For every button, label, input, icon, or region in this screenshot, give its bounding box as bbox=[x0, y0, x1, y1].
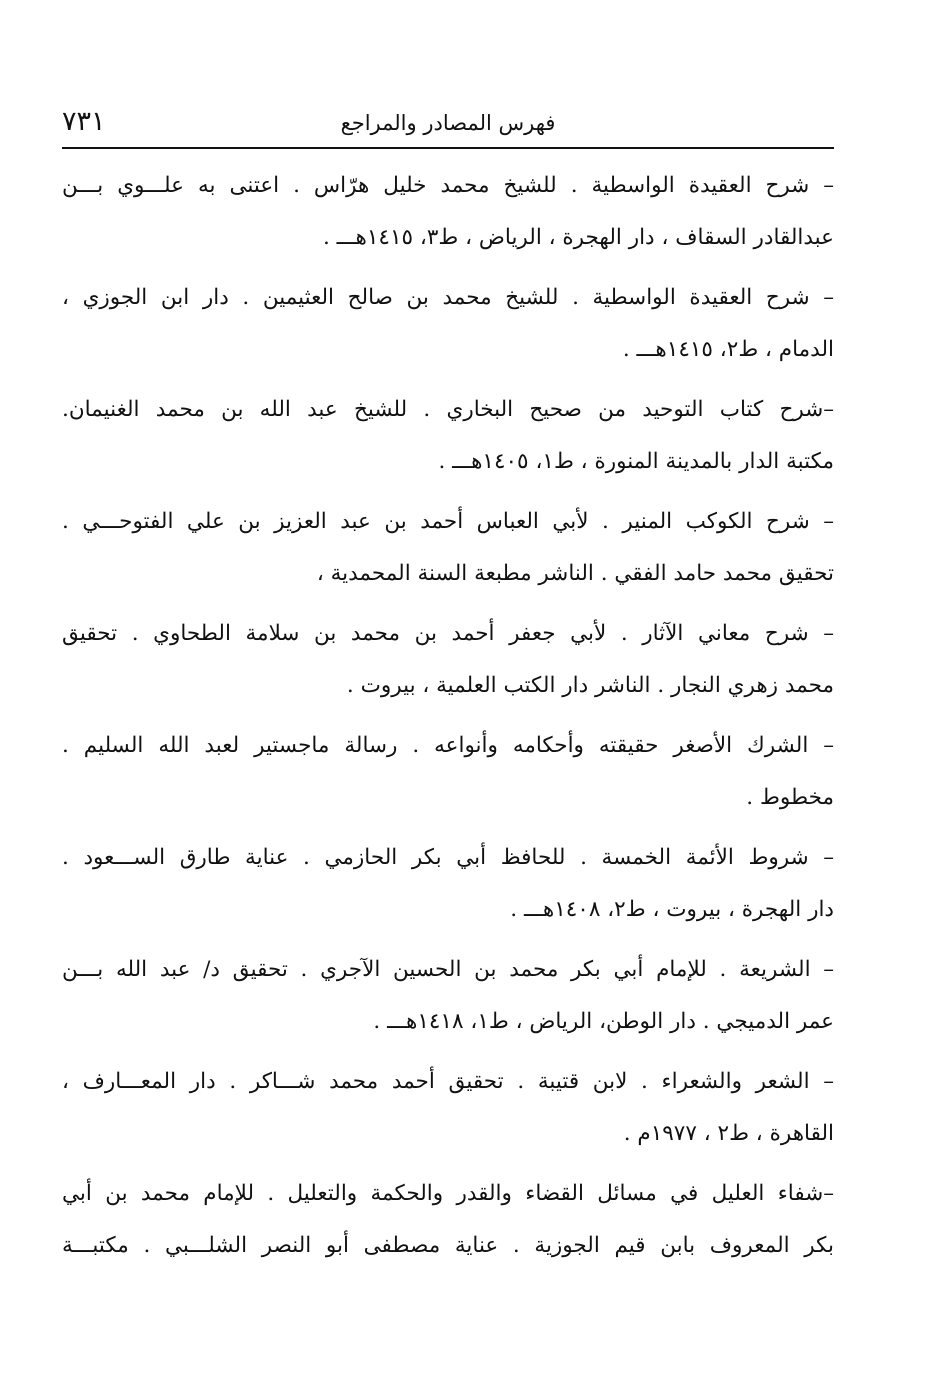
bibliography-entry bbox=[62, 832, 834, 936]
entry-line: عمر الدميجي . دار الوطن، الرياض ، ط١، ١٤١٨هـــ . bbox=[373, 1009, 834, 1034]
entry-line: مخطوط . bbox=[746, 785, 834, 810]
entry-line: بكر المعروف بابن قيم الجوزية . عناية مصطفى أبو النصر الشلـــبي . مكتبـــة bbox=[62, 1233, 834, 1258]
running-title: فهرس المصادر والمراجع bbox=[340, 111, 556, 135]
entry-line: – شرح العقيدة الواسطية . للشيخ محمد بن صالح العثيمين . دار ابن الجوزي ، bbox=[62, 285, 834, 310]
entry-line: محمد زهري النجار . الناشر دار الكتب العلمية ، بيروت . bbox=[346, 673, 834, 698]
page-number: ٧٣١ bbox=[62, 106, 106, 137]
entry-line: – الشرك الأصغر حقيقته وأحكامه وأنواعه . رسالة ماجستير لعبد الله السليم . bbox=[62, 733, 834, 758]
entry-line: تحقيق محمد حامد الفقي . الناشر مطبعة السنة المحمدية ، bbox=[316, 561, 834, 586]
bibliography-entry bbox=[62, 1056, 834, 1160]
entry-line: مكتبة الدار بالمدينة المنورة ، ط١، ١٤٠٥هـــ . bbox=[438, 449, 834, 474]
bibliography-entry bbox=[62, 496, 834, 600]
entry-line: عبدالقادر السقاف ، دار الهجرة ، الرياض ، ط٣، ١٤١٥هـــ . bbox=[322, 225, 834, 250]
page-header bbox=[62, 104, 834, 146]
bibliography-entry bbox=[62, 1168, 834, 1272]
entry-line: –شرح كتاب التوحيد من صحيح البخاري . للشيخ عبد الله بن محمد الغنيمان. bbox=[62, 397, 834, 422]
bibliography-list bbox=[62, 160, 834, 1280]
bibliography-entry bbox=[62, 384, 834, 488]
entry-line: –شفاء العليل في مسائل القضاء والقدر والحكمة والتعليل . للإمام محمد بن أبي bbox=[62, 1181, 834, 1206]
entry-line: – شرح معاني الآثار . لأبي جعفر أحمد بن محمد بن سلامة الطحاوي . تحقيق bbox=[62, 621, 834, 646]
entry-line: – الشريعة . للإمام أبي بكر محمد بن الحسين الآجري . تحقيق د/ عبد الله بـــن bbox=[62, 957, 834, 982]
header-rule bbox=[62, 147, 834, 149]
entry-line: الدمام ، ط٢، ١٤١٥هـــ . bbox=[622, 337, 834, 362]
entry-line: – شرح العقيدة الواسطية . للشيخ محمد خليل هرّاس . اعتنى به علـــوي بـــن bbox=[62, 173, 834, 198]
bibliography-entry bbox=[62, 160, 834, 264]
entry-line: – الشعر والشعراء . لابن قتيبة . تحقيق أحمد محمد شـــاكر . دار المعـــارف ، bbox=[62, 1069, 834, 1094]
bibliography-entry bbox=[62, 608, 834, 712]
bibliography-entry bbox=[62, 272, 834, 376]
entry-line: دار الهجرة ، بيروت ، ط٢، ١٤٠٨هـــ . bbox=[510, 897, 834, 922]
entry-line: – شروط الأئمة الخمسة . للحافظ أبي بكر الحازمي . عناية طارق الســـعود . bbox=[62, 845, 834, 870]
entry-line: – شرح الكوكب المنير . لأبي العباس أحمد بن عبد العزيز بن علي الفتوحـــي . bbox=[62, 509, 834, 534]
bibliography-entry bbox=[62, 944, 834, 1048]
entry-line: القاهرة ، ط٢ ، ١٩٧٧م . bbox=[623, 1121, 834, 1146]
bibliography-entry bbox=[62, 720, 834, 824]
